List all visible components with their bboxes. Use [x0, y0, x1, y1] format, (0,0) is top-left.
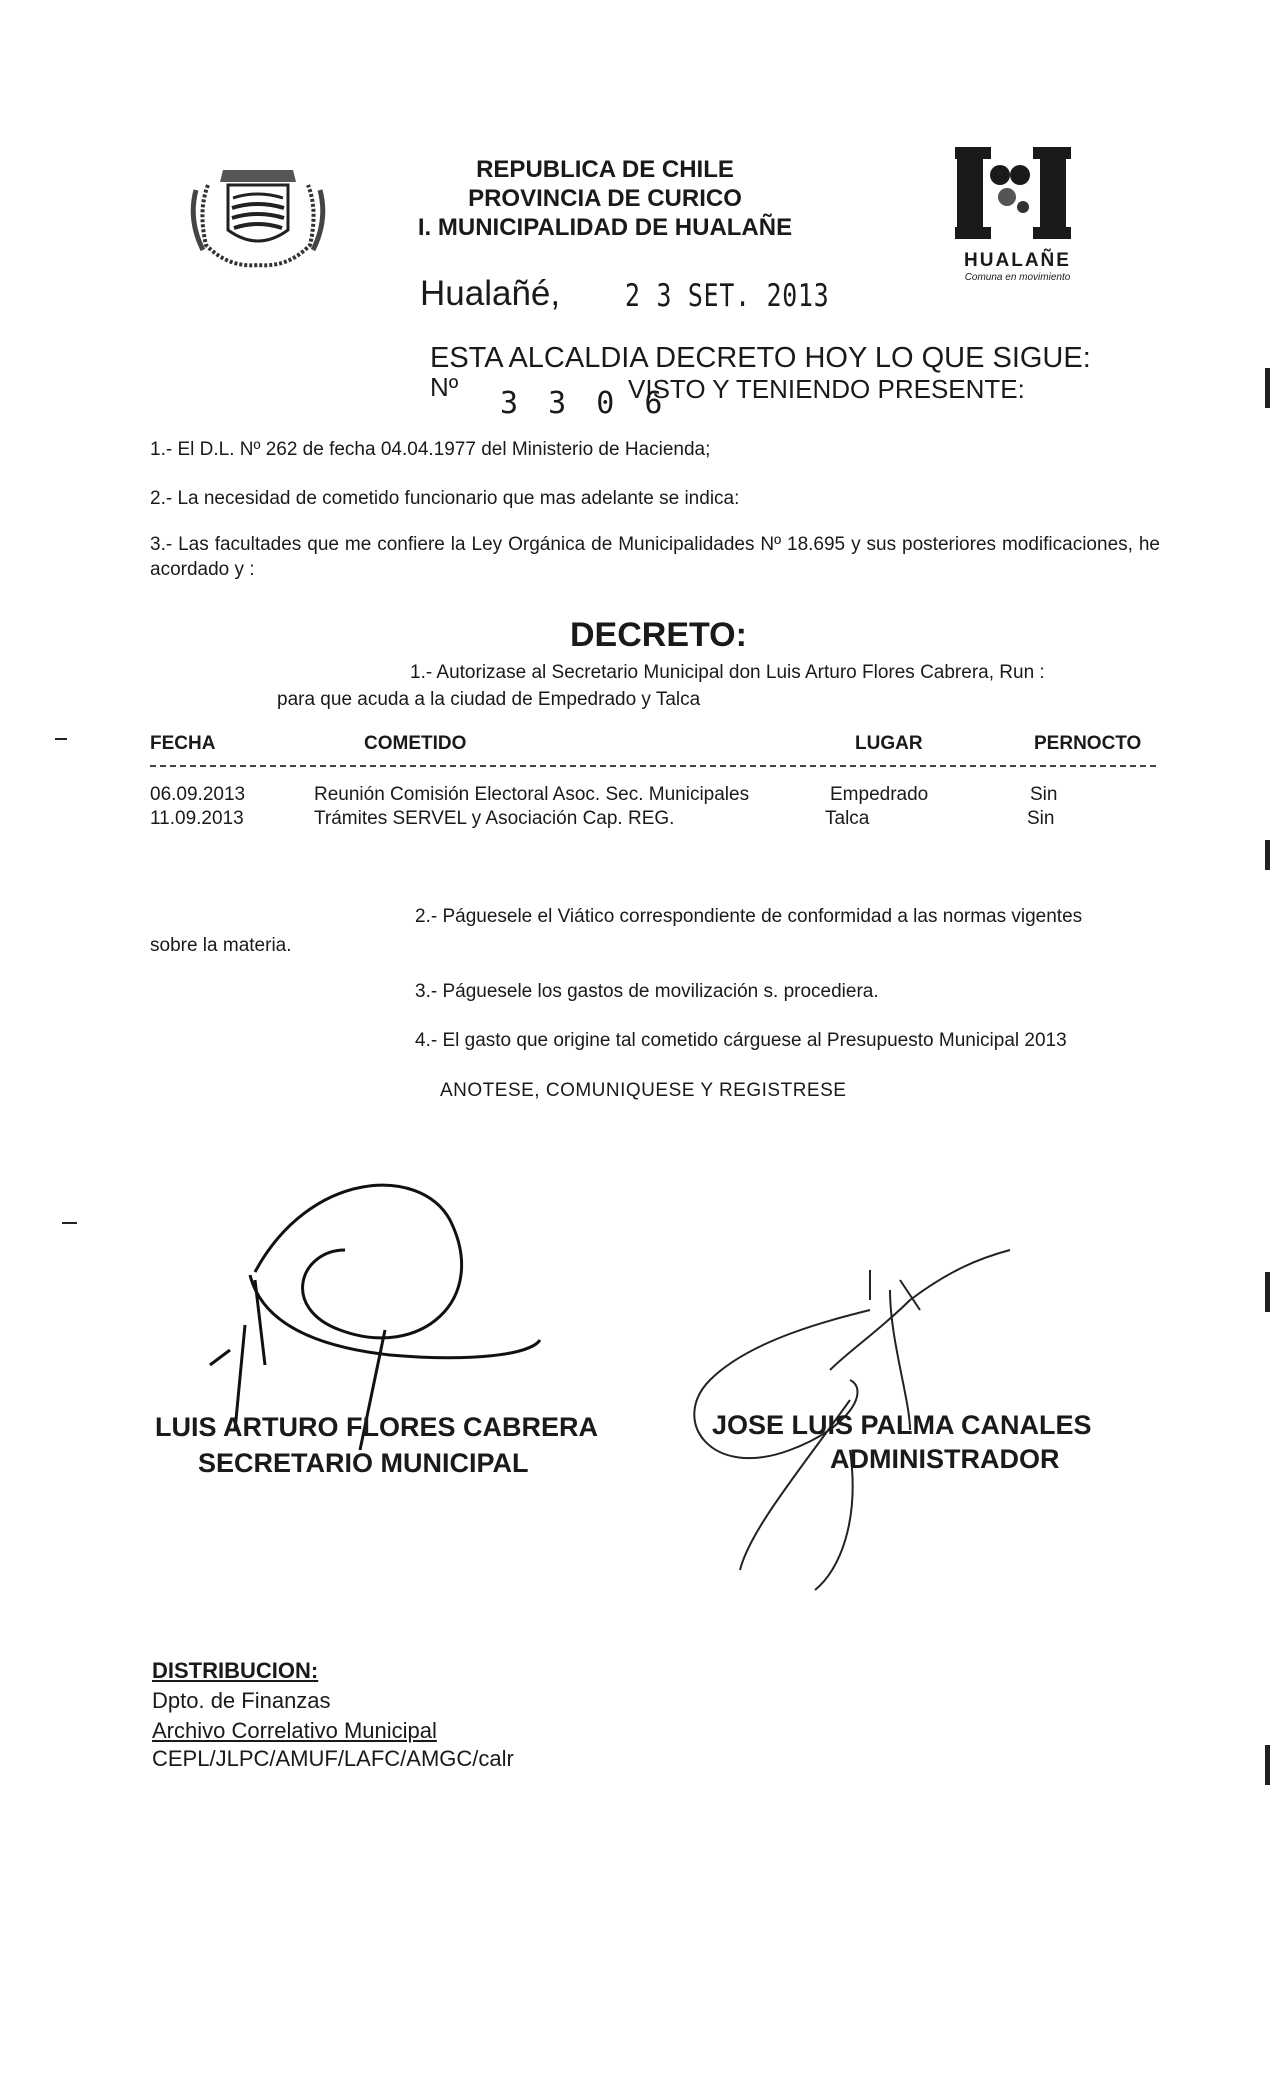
intro-line: ESTA ALCALDIA DECRETO HOY LO QUE SIGUE: [430, 342, 1091, 374]
decree-number: 3 3 0 6 [500, 386, 669, 421]
hualane-logo [955, 145, 1080, 283]
signatory-1-name: LUIS ARTURO FLORES CABRERA [155, 1412, 598, 1442]
signatory-2-title: ADMINISTRADOR [830, 1444, 1060, 1474]
decreto-title: DECRETO: [570, 616, 747, 654]
distribution-line: Archivo Correlativo Municipal [152, 1718, 437, 1743]
col-header-pernocto: PERNOCTO [1034, 733, 1142, 754]
considerando-3: 3.- Las facultades que me confiere la Ley Orgánica de Municipalidades Nº 18.695 y sus posteriores modificaciones, he acordado y : [150, 534, 1160, 580]
header-municipality: I. MUNICIPALIDAD DE HUALAÑE [417, 214, 793, 241]
header-province: PROVINCIA DE CURICO [468, 185, 742, 212]
scan-edge-mark [55, 738, 67, 740]
col-header-cometido: COMETIDO [364, 733, 467, 754]
table-row [150, 808, 1160, 836]
cell-pernocto: Sin [1030, 784, 1058, 805]
place-name: Hualañé, [420, 274, 561, 313]
municipal-coat-of-arms [188, 150, 328, 270]
distribution-line: CEPL/JLPC/AMUF/LAFC/AMGC/calr [152, 1746, 514, 1771]
cell-cometido: Trámites SERVEL y Asociación Cap. REG. [314, 808, 675, 829]
scan-edge-mark [1265, 368, 1270, 408]
decreto-point-3: 3.- Páguesele los gastos de movilización s. procediera. [415, 981, 879, 1002]
signatory-2-name: JOSE LUIS PALMA CANALES [712, 1410, 1092, 1440]
signatory-1-title: SECRETARIO MUNICIPAL [198, 1448, 529, 1478]
decreto-point-2-cont: sobre la materia. [150, 935, 292, 956]
number-label: Nº [430, 372, 459, 402]
distribution-line: Dpto. de Finanzas [152, 1688, 331, 1713]
cell-fecha: 06.09.2013 [150, 784, 246, 805]
col-header-lugar: LUGAR [855, 733, 923, 754]
cell-cometido: Reunión Comisión Electoral Asoc. Sec. Municipales [314, 784, 750, 805]
scan-edge-mark [62, 1222, 77, 1224]
handwritten-signatures [150, 1150, 1150, 1610]
col-header-fecha: FECHA [150, 733, 216, 754]
header-republic: REPUBLICA DE CHILE [476, 156, 734, 183]
logo-tagline: Comuna en movimiento [964, 272, 1071, 283]
logo-text: HUALAÑE [964, 250, 1071, 271]
scan-edge-mark [1265, 1272, 1270, 1312]
distribution-title: DISTRIBUCION: [152, 1658, 319, 1683]
scan-edge-mark [1265, 1745, 1270, 1785]
visto-line: VISTO Y TENIENDO PRESENTE: [628, 374, 1025, 404]
decreto-point-4: 4.- El gasto que origine tal cometido cárguese al Presupuesto Municipal 2013 [415, 1030, 1067, 1051]
considerando-1: 1.- El D.L. Nº 262 de fecha 04.04.1977 del Ministerio de Hacienda; [150, 439, 711, 460]
scan-edge-mark [1265, 840, 1270, 870]
decree-date: 2 3 SET. 2013 [625, 278, 830, 314]
cell-lugar: Empedrado [830, 784, 929, 805]
cell-lugar: Talca [825, 808, 870, 829]
cell-fecha: 11.09.2013 [150, 808, 244, 829]
closing-formula: ANOTESE, COMUNIQUESE Y REGISTRESE [440, 1080, 847, 1101]
table-divider [150, 765, 1156, 767]
decreto-point-1: 1.- Autorizase al Secretario Municipal don Luis Arturo Flores Cabrera, Run : [410, 662, 1045, 683]
decreto-point-1-cont: para que acuda a la ciudad de Empedrado y Talca [277, 689, 701, 710]
considerando-2: 2.- La necesidad de cometido funcionario que mas adelante se indica: [150, 488, 740, 509]
decreto-point-2: 2.- Páguesele el Viático correspondiente de conformidad a las normas vigentes [415, 906, 1083, 927]
cell-pernocto: Sin [1027, 808, 1055, 829]
